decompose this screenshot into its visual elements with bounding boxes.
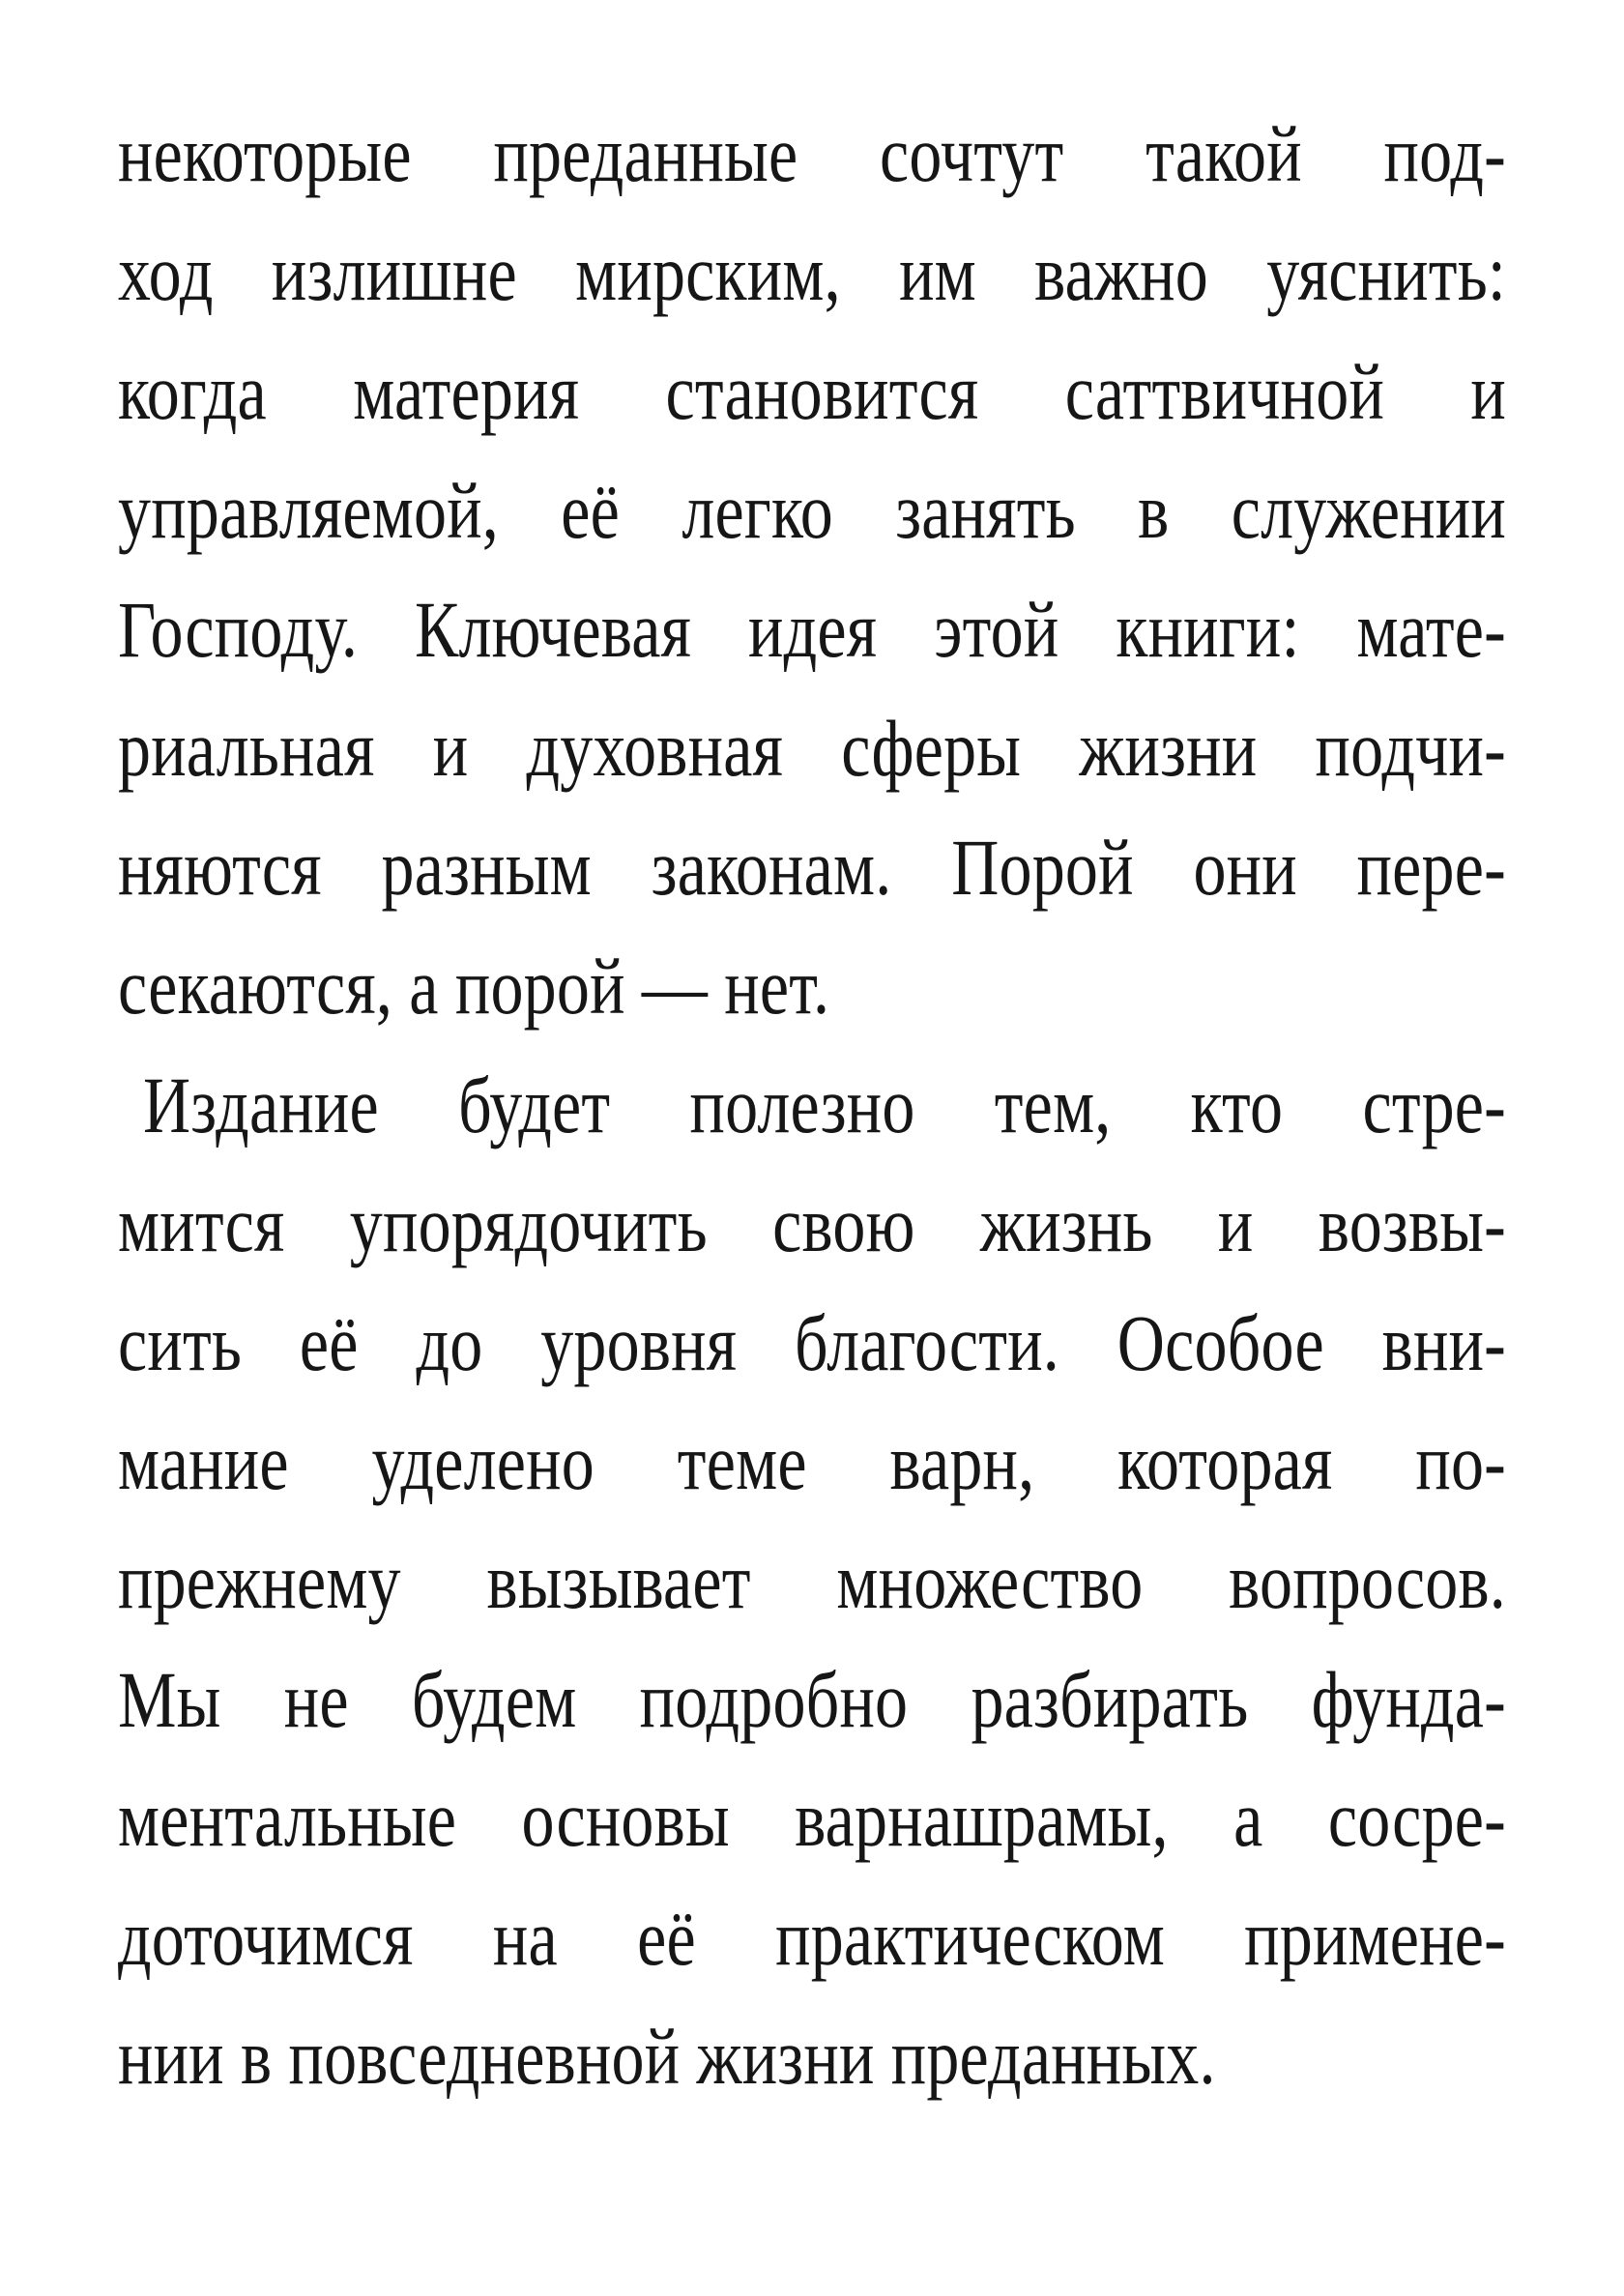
text-line: няются разным законам. Порой они пере- [118,822,1506,913]
text-line: мится упорядочить свою жизнь и возвы- [118,1178,1506,1269]
text-line: прежнему вызывает множество вопросов. [118,1535,1506,1626]
text-line: нии в повседневной жизни преданных. [118,2011,1216,2102]
paragraph [118,95,1506,1046]
text-line: Господу. Ключевая идея этой книги: мате- [118,584,1506,675]
text-line: Издание будет полезно тем, кто стре- [143,1060,1506,1150]
text-line: некоторые преданные сочтут такой под- [118,108,1506,199]
text-line: сить её до уровня благости. Особое вни- [118,1297,1506,1388]
text-line: ментальные основы варнашрамы, а сосре- [118,1773,1506,1864]
page-text-block [118,95,1506,2116]
text-line: когда материя становится саттвичной и [118,346,1506,437]
text-line: доточимся на её практическом примене- [118,1892,1506,1983]
text-line: риальная и духовная сферы жизни подчи- [118,703,1506,794]
text-line: секаются, а порой — нет. [118,941,830,1032]
text-line: ход излишне мирским, им важно уяснить: [118,227,1506,318]
text-line: мание уделено теме варн, которая по- [118,1416,1506,1507]
text-line: управляемой, её легко занять в служении [118,465,1506,556]
text-line: Мы не будем подробно разбирать фунда- [118,1654,1506,1745]
paragraph [118,1046,1506,2116]
